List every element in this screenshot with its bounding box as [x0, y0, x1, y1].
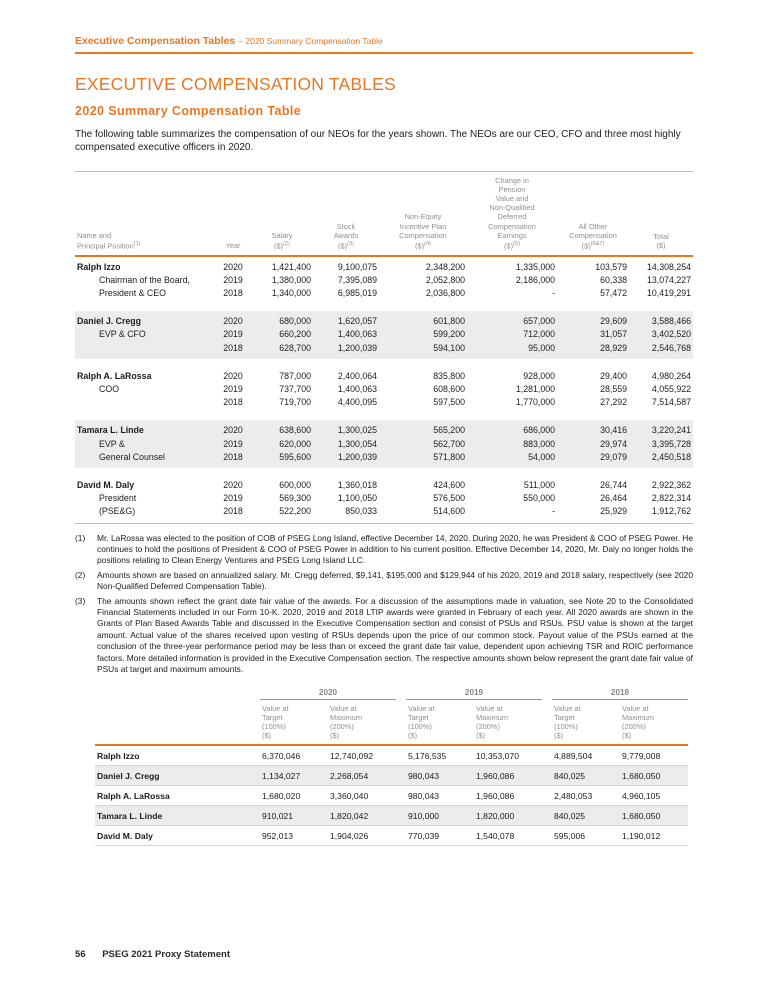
executive-position: (PSE&G)	[75, 505, 215, 523]
value-cell: 2,348,200	[425, 261, 465, 272]
compensation-row	[75, 420, 693, 437]
value-cell: 928,000	[523, 370, 555, 381]
value-cell: 2,036,800	[425, 288, 465, 298]
value-cell: 1,400,063	[337, 384, 377, 395]
value-cell: 1,300,025	[313, 420, 379, 437]
row-spacer	[75, 359, 693, 366]
column-gap	[396, 688, 406, 700]
value-cell: 1,380,000	[271, 274, 311, 285]
compensation-row	[75, 475, 693, 492]
value-cell: 562,700	[379, 438, 467, 451]
value-cell: -	[467, 505, 557, 523]
intro-paragraph: The following table summarizes the compensation of our NEOs for the years shown. The NEOs are our CEO, CFO and three most highly compensated executive officers in 2020.	[75, 128, 681, 153]
value-cell: 3,220,241	[629, 420, 693, 437]
compensation-row	[75, 274, 693, 287]
value-cell: 840,025	[552, 806, 620, 826]
value-cell: 2,450,518	[629, 451, 693, 468]
value-cell: 608,600	[433, 384, 465, 395]
value-cell: 980,043	[406, 786, 474, 806]
column-header: All Other Compensation ($)$^{(6\&7)}$	[557, 171, 629, 256]
executive-name: Daniel J. Cregg	[75, 311, 215, 328]
executive-name: Ralph A. LaRossa	[77, 370, 152, 381]
compensation-row	[75, 396, 693, 413]
psu-name-header	[95, 699, 260, 745]
executive-position	[75, 396, 215, 413]
executive-position	[75, 342, 215, 359]
value-cell: 1,190,012	[620, 826, 688, 846]
executive-position: President	[99, 493, 137, 504]
year-cell: 2018	[223, 288, 243, 298]
column-header: Salary ($)$^{(2)}$	[251, 171, 313, 256]
year-cell: 2019	[223, 384, 243, 395]
psu-row	[95, 745, 688, 766]
value-cell: 7,514,587	[651, 397, 691, 408]
value-cell: 597,500	[433, 397, 465, 408]
page-title: EXECUTIVE COMPENSATION TABLES	[75, 73, 396, 94]
value-cell: 4,960,105	[620, 786, 688, 806]
column-gap	[542, 766, 552, 786]
footnote-number: (1)	[75, 532, 86, 543]
value-cell: 511,000	[523, 480, 555, 491]
psu-table-head	[95, 688, 688, 746]
value-cell: 712,000	[467, 328, 557, 341]
value-cell: 2,400,064	[337, 370, 377, 381]
value-column-header: Value at Target (100%) ($)	[406, 699, 474, 745]
executive-name: David M. Daly	[77, 480, 135, 491]
value-cell: 13,074,227	[646, 274, 691, 285]
year-cell: 2020	[215, 420, 251, 437]
value-cell: 1,620,057	[313, 311, 379, 328]
year-group-header: 2018	[552, 688, 688, 700]
psu-year-row	[95, 688, 688, 700]
value-cell: 103,579	[595, 261, 627, 272]
year-cell: 2020	[223, 261, 243, 272]
year-cell: 2020	[215, 311, 251, 328]
value-cell: 835,800	[433, 370, 465, 381]
footnote-text: Amounts shown are based on annualized salary. Mr. Cregg deferred, $9,141, $195,000 and $129,944 of his 2020, 2019 and 2018 salary, respectively (see 2020 Non-Qualified Deferred Compensation Table).	[97, 569, 693, 592]
value-cell: 7,395,089	[337, 274, 377, 285]
value-cell: 54,000	[467, 451, 557, 468]
value-cell: 1,680,050	[620, 806, 688, 826]
value-cell: 424,600	[433, 480, 465, 491]
compensation-row	[75, 366, 693, 383]
value-cell: 27,292	[600, 397, 627, 408]
psu-subheader-row	[95, 699, 688, 745]
value-cell: 28,929	[557, 342, 629, 359]
value-cell: 60,338	[600, 274, 627, 285]
value-column-header: Value at Target (100%) ($)	[552, 699, 620, 745]
value-cell: 595,600	[251, 451, 313, 468]
value-cell: 2,268,054	[328, 766, 396, 786]
footnote-text: Mr. LaRossa was elected to the position of COB of PSEG Long Island, effective December 14, 2020. During 2020, he was President & COO of PSEG Power. He continues to hold the positions of President & COO of PSEG Power in addition to his current position. Effective December 14, 2020, Mr. Daly no longer holds the positions relating to Clean Energy Ventures and PSEG Long Island LLC.	[97, 532, 693, 566]
value-cell: 1,540,078	[474, 826, 542, 846]
executive-name: Tamara L. Linde	[95, 806, 260, 826]
compensation-row	[75, 342, 693, 359]
value-cell: 660,200	[251, 328, 313, 341]
footnote-number: (2)	[75, 569, 86, 580]
column-gap	[542, 826, 552, 846]
psu-table-body	[95, 745, 688, 846]
value-cell: 10,353,070	[474, 745, 542, 766]
value-cell: -	[552, 288, 555, 298]
value-cell: 1,200,039	[313, 451, 379, 468]
value-cell: 9,100,075	[337, 261, 377, 272]
column-header: Stock Awards ($)$^{(3)}$	[313, 171, 379, 256]
column-header: Change in Pension Value and Non-Qualified Deferred Compensation Earnings ($)$^{(5)}$	[467, 171, 557, 256]
column-gap	[396, 786, 406, 806]
value-cell: 571,800	[379, 451, 467, 468]
year-cell: 2019	[223, 274, 243, 285]
value-cell: 14,308,254	[646, 261, 691, 272]
value-cell: 910,021	[260, 806, 328, 826]
executive-name: David M. Daly	[95, 826, 260, 846]
value-cell: 600,000	[279, 480, 311, 491]
value-cell: 565,200	[379, 420, 467, 437]
value-cell: 1,680,050	[620, 766, 688, 786]
column-header: Non-Equity Incentive Plan Compensation ($)$^{(4)}$	[379, 171, 467, 256]
breadcrumb	[75, 34, 693, 47]
value-cell: 599,200	[379, 328, 467, 341]
compensation-row	[75, 505, 693, 523]
compensation-row	[75, 383, 693, 396]
value-cell: 910,000	[406, 806, 474, 826]
value-cell: 29,079	[557, 451, 629, 468]
value-cell: 95,000	[467, 342, 557, 359]
executive-name: Ralph Izzo	[95, 745, 260, 766]
column-gap	[396, 745, 406, 766]
value-cell: 2,822,314	[651, 493, 691, 504]
value-cell: 628,700	[251, 342, 313, 359]
value-cell: 1,912,762	[629, 505, 693, 523]
value-cell: 1,200,039	[313, 342, 379, 359]
compensation-row	[75, 328, 693, 341]
spacer-cell	[75, 413, 693, 420]
value-cell: 1,960,086	[474, 786, 542, 806]
executive-position: EVP & CFO	[75, 328, 215, 341]
value-cell: 787,000	[279, 370, 311, 381]
year-cell: 2018	[215, 505, 251, 523]
value-cell: 10,419,291	[646, 288, 691, 298]
psu-row	[95, 766, 688, 786]
running-header	[75, 34, 693, 54]
value-column-header: Value at Maximum (200%) ($)	[474, 699, 542, 745]
value-cell: 595,006	[552, 826, 620, 846]
value-cell: 657,000	[467, 311, 557, 328]
compensation-row	[75, 287, 693, 304]
comp-header-row	[75, 171, 693, 256]
value-cell: 26,744	[600, 480, 627, 491]
column-gap	[542, 699, 552, 745]
value-cell: 12,740,092	[328, 745, 396, 766]
year-group-header: 2020	[260, 688, 396, 700]
column-header: Total ($)	[629, 171, 693, 256]
column-header: Year	[215, 171, 251, 256]
value-cell: 31,057	[557, 328, 629, 341]
footnote	[75, 570, 693, 593]
value-cell: 1,360,018	[337, 480, 377, 491]
spacer-cell	[75, 359, 693, 366]
value-cell: 2,546,768	[629, 342, 693, 359]
value-cell: 29,400	[600, 370, 627, 381]
value-cell: 550,000	[523, 493, 555, 504]
footnote	[75, 533, 693, 567]
value-cell: 2,186,000	[515, 274, 555, 285]
value-cell: 1,134,027	[260, 766, 328, 786]
comp-table-body	[75, 256, 693, 524]
column-gap	[542, 688, 552, 700]
value-cell: 1,421,400	[271, 261, 311, 272]
value-cell: 638,600	[251, 420, 313, 437]
column-header: Name and Principal Position$^{(1)}$	[75, 171, 215, 256]
year-cell: 2020	[223, 480, 243, 491]
value-cell: 5,176,535	[406, 745, 474, 766]
summary-compensation-table	[75, 171, 693, 524]
compensation-row	[75, 492, 693, 505]
value-cell: 576,500	[433, 493, 465, 504]
value-cell: 770,039	[406, 826, 474, 846]
footnote-text: The amounts shown reflect the grant date fair value of the awards. For a discussion of the assumptions made in valuation, see Note 20 to the Consolidated Financial Statements included in our Form 10-K. 2020, 2019 and 2018 LTIP awards were granted in February of each year. All 2020 awards are shown in the Grants of Plan Based Awards Table and discussed in the Executive Compensation section and consist of PSUs and RSUs. PSU value is shown at the target amount. Actual value of the shares received upon vesting of RSUs depends upon the price of our common stock. Payout value of the PSUs earned at the conclusion of the three-year performance period may be less than or exceed the grant date fair value, dependent upon achieving TSR and ROIC performance factors. More detailed information is provided in the Executive Compensation section. The respective amounts shown below represent the grant date fair value of PSUs at target and maximum amounts.	[97, 595, 693, 675]
column-gap	[396, 699, 406, 745]
value-cell: 980,043	[406, 766, 474, 786]
row-spacer	[75, 304, 693, 311]
year-cell: 2019	[223, 493, 243, 504]
value-cell: 4,980,264	[651, 370, 691, 381]
psu-row	[95, 826, 688, 846]
year-cell: 2018	[215, 342, 251, 359]
value-cell: 1,680,020	[260, 786, 328, 806]
executive-name: Ralph A. LaRossa	[95, 786, 260, 806]
page-footer	[75, 949, 230, 960]
row-spacer	[75, 468, 693, 475]
value-cell: 4,889,504	[552, 745, 620, 766]
value-cell: 1,400,063	[313, 328, 379, 341]
year-cell: 2018	[215, 451, 251, 468]
footnote	[75, 596, 693, 676]
value-cell: 1,904,026	[328, 826, 396, 846]
spacer-cell	[75, 468, 693, 475]
value-column-header: Value at Maximum (200%) ($)	[328, 699, 396, 745]
value-cell: 522,200	[251, 505, 313, 523]
compensation-row	[75, 256, 693, 274]
column-gap	[396, 806, 406, 826]
year-group-header: 2019	[406, 688, 542, 700]
value-cell: 594,100	[379, 342, 467, 359]
value-cell: 680,000	[251, 311, 313, 328]
psu-corner-cell	[95, 688, 260, 700]
value-cell: 3,395,728	[629, 438, 693, 451]
compensation-row	[75, 311, 693, 328]
value-cell: 1,820,042	[328, 806, 396, 826]
footer-text: PSEG 2021 Proxy Statement	[102, 949, 231, 960]
executive-name: Ralph Izzo	[77, 261, 121, 272]
value-column-header: Value at Target (100%) ($)	[260, 699, 328, 745]
value-cell: 850,033	[313, 505, 379, 523]
value-cell: 719,700	[279, 397, 311, 408]
psu-row	[95, 806, 688, 826]
value-cell: 3,402,520	[629, 328, 693, 341]
row-spacer	[75, 413, 693, 420]
value-cell: 9,779,008	[620, 745, 688, 766]
value-cell: 3,360,040	[328, 786, 396, 806]
compensation-row	[75, 451, 693, 468]
value-cell: 3,588,466	[629, 311, 693, 328]
page-number: 56	[75, 949, 86, 960]
value-cell: 1,300,054	[313, 438, 379, 451]
column-gap	[542, 806, 552, 826]
column-gap	[396, 766, 406, 786]
column-gap	[542, 786, 552, 806]
value-cell: 1,335,000	[515, 261, 555, 272]
value-cell: 6,985,019	[337, 288, 377, 298]
header-rule	[75, 52, 693, 54]
executive-position: President & CEO	[99, 288, 166, 298]
value-cell: 4,055,922	[651, 384, 691, 395]
value-cell: 840,025	[552, 766, 620, 786]
value-cell: 30,416	[557, 420, 629, 437]
executive-position: Chairman of the Board,	[99, 274, 190, 285]
executive-name: Daniel J. Cregg	[95, 766, 260, 786]
year-cell: 2018	[223, 397, 243, 408]
value-cell: 1,960,086	[474, 766, 542, 786]
psu-value-table	[95, 688, 688, 847]
column-gap	[542, 745, 552, 766]
comp-table-head	[75, 171, 693, 256]
breadcrumb-section: Executive Compensation Tables	[75, 35, 236, 47]
value-cell: 952,013	[260, 826, 328, 846]
compensation-row	[75, 438, 693, 451]
value-cell: 4,400,095	[337, 397, 377, 408]
value-cell: 569,300	[279, 493, 311, 504]
value-cell: 1,770,000	[515, 397, 555, 408]
value-cell: 737,700	[279, 384, 311, 395]
executive-position: EVP &	[75, 438, 215, 451]
value-cell: 6,370,046	[260, 745, 328, 766]
value-cell: 57,472	[600, 288, 627, 298]
spacer-cell	[75, 304, 693, 311]
psu-row	[95, 786, 688, 806]
executive-position: COO	[99, 384, 120, 395]
value-cell: 2,922,362	[651, 480, 691, 491]
value-cell: 686,000	[467, 420, 557, 437]
value-cell: 1,340,000	[271, 288, 311, 298]
executive-position: General Counsel	[75, 451, 215, 468]
value-column-header: Value at Maximum (200%) ($)	[620, 699, 688, 745]
footnotes	[75, 533, 693, 676]
executive-name: Tamara L. Linde	[75, 420, 215, 437]
value-cell: 883,000	[467, 438, 557, 451]
year-cell: 2020	[223, 370, 243, 381]
value-cell: 2,052,800	[425, 274, 465, 285]
year-cell: 2019	[215, 438, 251, 451]
section-title: 2020 Summary Compensation Table	[75, 103, 302, 118]
value-cell: 25,929	[557, 505, 629, 523]
value-cell: 1,281,000	[515, 384, 555, 395]
value-cell: 601,800	[379, 311, 467, 328]
value-cell: 620,000	[251, 438, 313, 451]
value-cell: 29,609	[557, 311, 629, 328]
value-cell: 28,559	[600, 384, 627, 395]
value-cell: 514,600	[379, 505, 467, 523]
column-gap	[396, 826, 406, 846]
value-cell: 1,100,050	[337, 493, 377, 504]
value-cell: 29,974	[557, 438, 629, 451]
value-cell: 26,464	[600, 493, 627, 504]
year-cell: 2019	[215, 328, 251, 341]
value-cell: 1,820,000	[474, 806, 542, 826]
footnote-number: (3)	[75, 595, 86, 606]
value-cell: 2,480,053	[552, 786, 620, 806]
breadcrumb-subsection: – 2020 Summary Compensation Table	[238, 36, 383, 46]
